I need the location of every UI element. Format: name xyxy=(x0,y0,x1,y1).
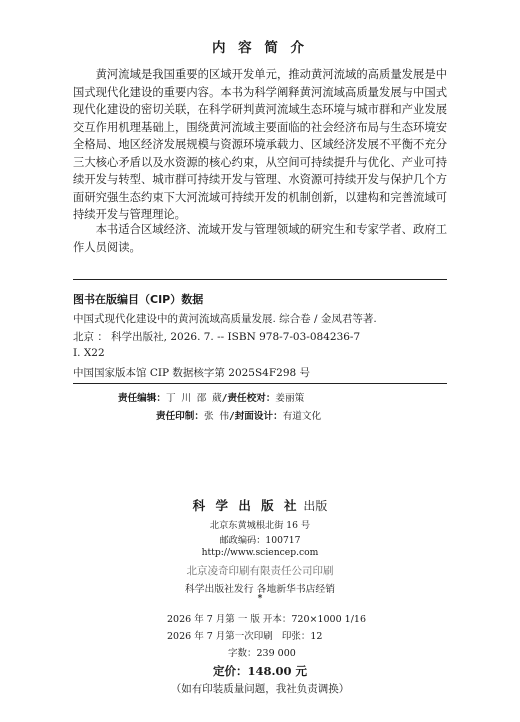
word-count: 字数：239 000 xyxy=(228,648,296,659)
cover-design-label: /封面设计： xyxy=(228,411,283,422)
publisher-website: http://www.sciencep.com xyxy=(201,547,319,558)
printing-credit-line xyxy=(156,408,321,422)
editor-names: 丁 川 邵 葳 xyxy=(165,393,222,404)
cip-isbn-line: 北京 ： 科学出版社, 2026. 7. -- ISBN 978-7-03-084236-7 xyxy=(73,331,361,343)
edition-date: 2026 年 7 月第 xyxy=(167,614,235,625)
page-title: 内 容 简 介 xyxy=(211,40,309,56)
quality-notice: （如有印装质量问题，我社负责调换） xyxy=(170,683,350,695)
edition-row xyxy=(167,611,366,625)
printing-date: 2026 年 7 月第一次印刷 xyxy=(167,631,273,642)
publisher-address: 北京东黄城根北街 16 号 xyxy=(209,520,311,531)
publisher-logo-text: 科 学 出 版 社 xyxy=(192,498,300,513)
cip-heading: 图书在版编目（CIP）数据 xyxy=(73,293,204,306)
proofreader-name: 姜丽策 xyxy=(275,393,305,404)
publisher-suffix: 出版 xyxy=(303,499,328,513)
editor-label: 责任编辑： xyxy=(118,393,166,404)
separator-star: * xyxy=(257,594,263,604)
proofreader-label: /责任校对： xyxy=(221,393,276,404)
print-supervisor-label: 责任印制： xyxy=(156,411,204,422)
editor-credit-line xyxy=(118,390,304,404)
print-supervisor-name: 张 伟 xyxy=(203,411,229,422)
printer-line: 北京凌奇印刷有限责任公司印刷 xyxy=(186,565,334,577)
section-divider-bottom xyxy=(73,383,447,384)
intro-paragraph-2: 本书适合区域经济、流域开发与管理领域的研究生和专家学者、政府工作人员阅读。 xyxy=(73,223,447,254)
publisher-postcode: 邮政编码：100717 xyxy=(219,535,301,546)
printing-row xyxy=(167,628,322,642)
distribution-line: 科学出版社发行 各地新华书店经销 xyxy=(184,584,336,595)
format-spec: 开本：720×1000 1/16 xyxy=(262,614,366,625)
cip-title-line: 中国式现代化建设中的黄河流域高质量发展. 综合卷 / 金凤君等著. xyxy=(73,313,377,325)
book-price: 定价：148.00 元 xyxy=(212,664,307,678)
cip-record-number-line: 中国国家版本馆 CIP 数据核字第 2025S4F298 号 xyxy=(73,367,311,379)
edition-label: 一 版 xyxy=(237,614,260,625)
publisher-line xyxy=(0,496,520,514)
cover-designer-name: 有道文化 xyxy=(282,411,322,422)
intro-paragraph-1: 黄河流域是我国重要的区域开发单元，推动黄河流域的高质量发展是中国式现代化建设的重要内容。本书为科学阐释黄河流域高质量发展与中国式现代化建设的密切关联，在科学研判黄河流域生态环境与城市群和产业发展交互作用机理基础上，围绕黄河流域主要面临的社会经济布局与生态环境安全格局、地区经济发展规模与资源环境承载力、区域经济发展不平衡不充分三大核心矛盾以及水资源的核心约束，从空间可持续提升与优化、产业可持续开发与转型、城市群可持续开发与管理、水资源可持续开发与保护几个方面研究强生态约束下大河流域可持续开发的机制创新，以建构和完善流域可持续开发与管理理论。 xyxy=(73,68,447,221)
section-divider-top xyxy=(73,279,447,280)
cip-classification-line: Ⅰ. X22 xyxy=(73,347,105,359)
printed-sheets: 印张：12 xyxy=(281,631,323,642)
